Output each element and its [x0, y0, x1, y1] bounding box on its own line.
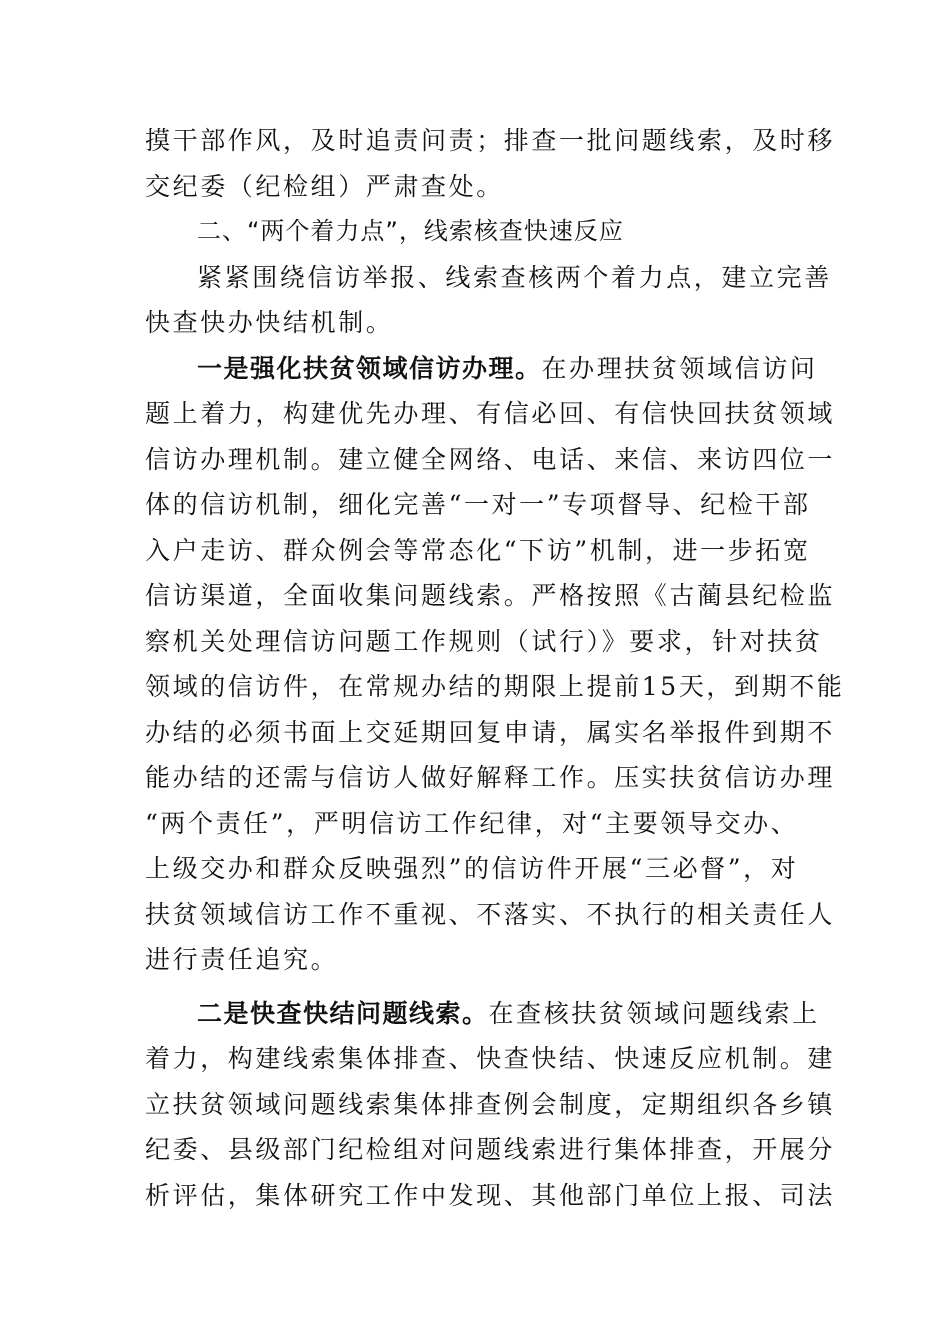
body-line: 能办结的还需与信访人做好解释工作。压实扶贫信访办理: [145, 763, 836, 792]
paragraph-text: 在查核扶贫领域问题线索上: [488, 998, 820, 1028]
paragraph-text: 在办理扶贫领域信访问: [541, 353, 818, 383]
paragraph-first-line: [145, 346, 818, 392]
paragraph-lead: 二是快查快结问题线索。: [197, 998, 489, 1028]
body-line: 析评估，集体研究工作中发现、其他部门单位上报、司法: [145, 1180, 836, 1210]
body-line: 扶贫领域信访工作不重视、不落实、不执行的相关责任人: [145, 899, 836, 929]
body-line: 立扶贫领域问题线索集体排查例会制度，定期组织各乡镇: [145, 1089, 836, 1119]
body-line: 交纪委（纪检组）严肃查处。: [145, 171, 504, 201]
body-line: 信访办理机制。建立健全网络、电话、来信、来访四位一: [145, 444, 836, 474]
body-line: 纪委、县级部门纪检组对问题线索进行集体排查，开展分: [145, 1135, 836, 1164]
body-line: 着力，构建线索集体排查、快查快结、快速反应机制。建: [145, 1044, 836, 1073]
paragraph-gap: [145, 983, 805, 991]
body-line: 信访渠道，全面收集问题线索。严格按照《古蔺县纪检监: [145, 581, 836, 610]
body-line: “两个责任”，严明信访工作纪律，对“主要领导交办、: [145, 808, 799, 838]
body-line: 进行责任追究。: [145, 945, 339, 974]
body-line: 入户走访、群众例会等常态化“下访”机制，进一步拓宽: [145, 535, 811, 565]
paragraph-first-line: [145, 991, 820, 1037]
body-line: 领域的信访件，在常规办结的期限上提前15天，到期不能: [145, 672, 845, 701]
section-heading: 二、“两个着力点”，线索核查快速反应: [197, 217, 624, 245]
body-line: 快查快办快结机制。: [145, 308, 394, 337]
body-line: 办结的必须书面上交延期回复申请，属实名举报件到期不: [145, 717, 836, 747]
paragraph-lead: 一是强化扶贫领域信访办理。: [197, 353, 542, 383]
body-line: 上级交办和群众反映强烈”的信访件开展“三必督”，对: [145, 854, 799, 883]
body-line: 紧紧围绕信访举报、线索查核两个着力点，建立完善: [197, 262, 832, 292]
document-page: [145, 118, 845, 1218]
body-line: 体的信访机制，细化完善“一对一”专项督导、纪检干部: [145, 490, 811, 519]
body-line: 摸干部作风，及时追责问责；排查一批问题线索，及时移: [145, 126, 836, 155]
body-line: 题上着力，构建优先办理、有信必回、有信快回扶贫领域: [145, 399, 836, 428]
body-line: 察机关处理信访问题工作规则（试行）》要求，针对扶贫: [145, 626, 823, 656]
